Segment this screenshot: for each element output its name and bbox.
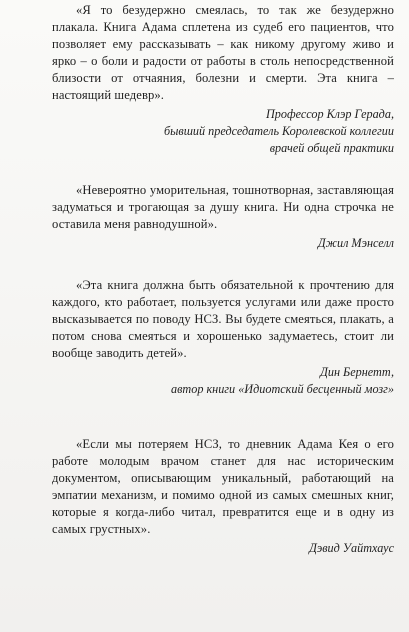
- review-block-1: [52, 2, 394, 157]
- review-author: Профессор Клэр Герада,: [265, 107, 394, 121]
- review-block-2: [52, 182, 394, 252]
- review-quote: «Невероятно уморительная, тошнотворная, заставляющая задуматься и трогающая за душу книга. Ни одна строчка не оставила меня равнодушной».: [52, 183, 394, 231]
- review-author: Дэвид Уайтхаус: [309, 541, 394, 555]
- review-credit: [52, 106, 394, 157]
- review-author-role: автор книги «Идиотский бесценный мозг»: [171, 382, 394, 396]
- review-block-3: [52, 277, 394, 398]
- review-author-role: врачей общей практики: [269, 141, 394, 155]
- review-quote: «Эта книга должна быть обязательной к прочтению для каждого, кто работает, пользуется услугами или даже просто высказывается по поводу НСЗ. Вы будете смеяться, плакать, а потом снова смеяться и хорошенько задумаетесь, стоит ли вообще заводить детей».: [52, 278, 394, 360]
- review-quote: «Я то безудержно смеялась, то так же безудержно плакала. Книга Адама сплетена из судеб его пациентов, что позволяет ему рассказывать – как никому другому живо и ярко – о боли и радости от работы в столь непосредственной близости от отчаяния, болезни и смерти. Эта книга – настоящий шедевр».: [52, 3, 394, 102]
- review-credit: [52, 364, 394, 398]
- review-credit: [52, 235, 394, 252]
- review-quote: «Если мы потеряем НСЗ, то дневник Адама Кея о его работе молодым врачом станет для нас историческим документом, описывающим уникальный, работающий на эмпатии механизм, и помимо одной из самых смешных книг, которые я когда-либо читал, превратится еще и в одну из самых грустных».: [52, 437, 394, 536]
- review-author: Джил Мэнселл: [317, 236, 394, 250]
- review-author-role: бывший председатель Королевской коллегии: [164, 124, 394, 138]
- review-author: Дин Бернетт,: [320, 365, 394, 379]
- review-credit: [52, 540, 394, 557]
- page-bottom-edge: [0, 627, 409, 628]
- review-block-4: [52, 436, 394, 557]
